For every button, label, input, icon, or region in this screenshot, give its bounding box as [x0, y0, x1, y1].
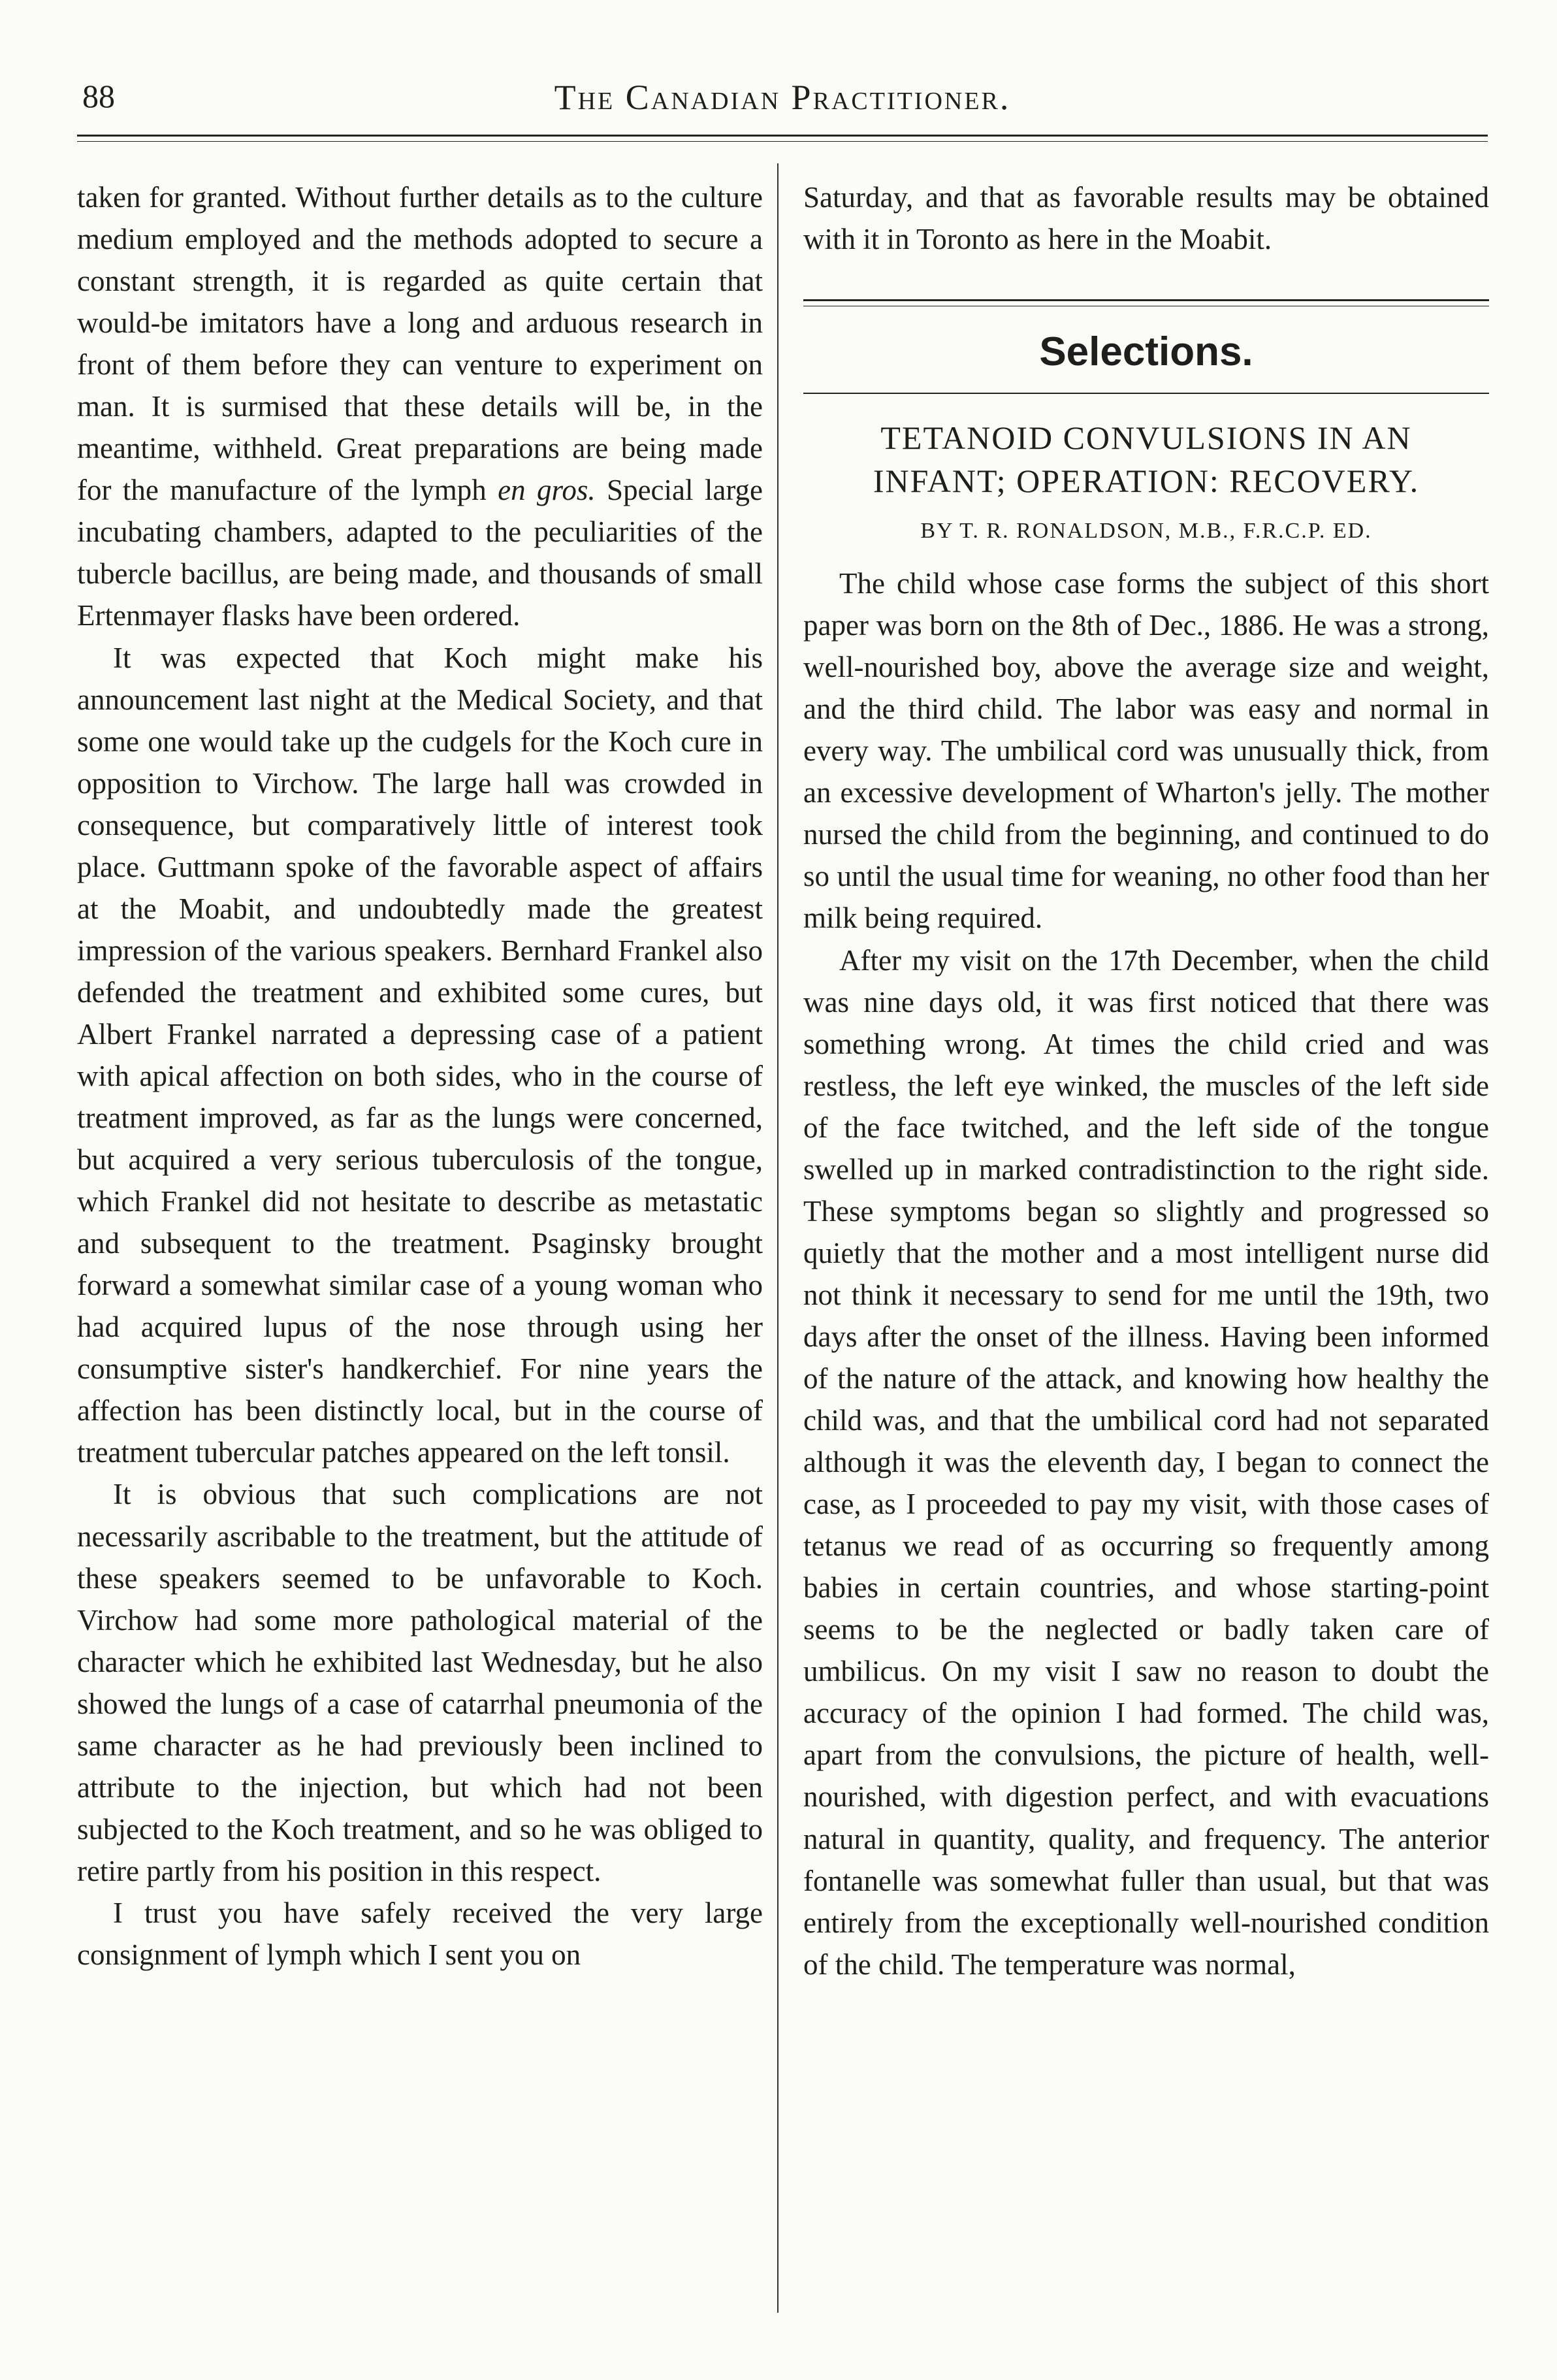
paragraph: The child whose case forms the subject of this short paper was born on the 8th of Dec., 1886. He was a strong, well-nourished boy, above the average size and weight, and the third child. The labor was easy and normal in every way. The umbilical cord was unusually thick, from an excessive development of Wharton's jelly. The mother nursed the child from the beginning, and continued to do so until the usual time for weaning, no other food than her milk being required.	[803, 567, 1489, 935]
paragraph: It is obvious that such complications are not necessarily ascribable to the treatment, but the attitude of these speakers seemed to be unfavorable to Koch. Virchow had some more pathological material of the character which he exhibited last Wednesday, but he also showed the lungs of a case of catarrhal pneumonia of the same character as he had previously been inclined to attribute to the injection, but which had not been subjected to the Koch treatment, and so he was obliged to retire partly from his position in this respect.	[77, 1478, 763, 1887]
header-rule	[77, 135, 1488, 142]
continuation-paragraph: Saturday, and that as favorable results may be obtained with it in Toronto as here in the Moabit.	[803, 181, 1489, 256]
italic-phrase: en gros.	[498, 474, 596, 507]
section-rule	[803, 393, 1489, 394]
left-column	[77, 176, 763, 1976]
page-number: 88	[82, 78, 115, 114]
section-rule	[803, 299, 1489, 306]
paragraph: It was expected that Koch might make his announcement last night at the Medical Society, and that some one would take up the cudgels for the Koch cure in opposition to Virchow. The large hall was crowded in consequence, but comparatively little of interest took place. Guttmann spoke of the favorable aspect of affairs at the Moabit, and undoubtedly made the greatest impression of the various speakers. Bernhard Frankel also defended the treatment and exhibited some cures, but Albert Frankel narrated a depressing case of a patient with apical affection on both sides, who in the course of treatment improved, as far as the lungs were concerned, but acquired a very serious tuberculosis of the tongue, which Frankel did not hesitate to describe as metastatic and subsequent to the treatment. Psaginsky brought forward a somewhat similar case of a young woman who had acquired lupus of the nose through using her consumptive sister's handkerchief. For nine years the affection has been distinctly local, but in the course of treatment tubercular patches appeared on the left tonsil.	[77, 641, 763, 1469]
section-heading: Selections.	[1039, 329, 1253, 375]
paragraph: taken for granted. Without further details as to the culture medium employed and the methods adopted to secure a constant strength, it is regarded as quite certain that would-be imitators have a long and arduous research in front of them before they can venture to experiment on man. It is surmised that these details will be, in the meantime, withheld. Great preparations are being made for the manufacture of the lymph en gros. Special large incubating chambers, adapted to the peculiarities of the tubercle bacillus, are being made, and thousands of small Ertenmayer flasks have been ordered.	[77, 181, 763, 632]
running-title: The Canadian Practitioner.	[554, 78, 1011, 117]
paragraph: After my visit on the 17th December, when the child was nine days old, it was first noticed that there was something wrong. At times the child cried and was restless, the left eye winked, the muscles of the left side of the face twitched, and the left side of the tongue swelled up in marked contradistinction to the right side. These symptoms began so slightly and progressed so quietly that the mother and a most intelligent nurse did not think it necessary to send for me until the 19th, two days after the onset of the illness. Having been informed of the nature of the attack, and knowing how healthy the child was, and that the umbilical cord had not separated although it was the eleventh day, I began to connect the case, as I proceeded to pay my visit, with those cases of tetanus we read of as occurring so frequently among babies in certain countries, and whose starting-point seems to be the neglected or badly taken care of umbilicus. On my visit I saw no reason to doubt the accuracy of the opinion I had formed. The child was, apart from the convulsions, the picture of health, well-nourished, with digestion perfect, and with evacuations natural in quantity, quality, and frequency. The anterior fontanelle was somewhat fuller than usual, but that was entirely from the exceptionally well-nourished condition of the child. The temperature was normal,	[803, 943, 1489, 1981]
paragraph: I trust you have safely received the very large consignment of lymph which I sent you on	[77, 1896, 763, 1971]
right-column	[803, 176, 1489, 1985]
byline: BY T. R. RONALDSON, M.B., F.R.C.P. ED.	[920, 519, 1372, 544]
article-title: TETANOID CONVULSIONS IN AN INFANT; OPERATION: RECOVERY.	[873, 419, 1420, 500]
page-header	[77, 77, 1488, 129]
column-divider	[777, 163, 778, 2313]
